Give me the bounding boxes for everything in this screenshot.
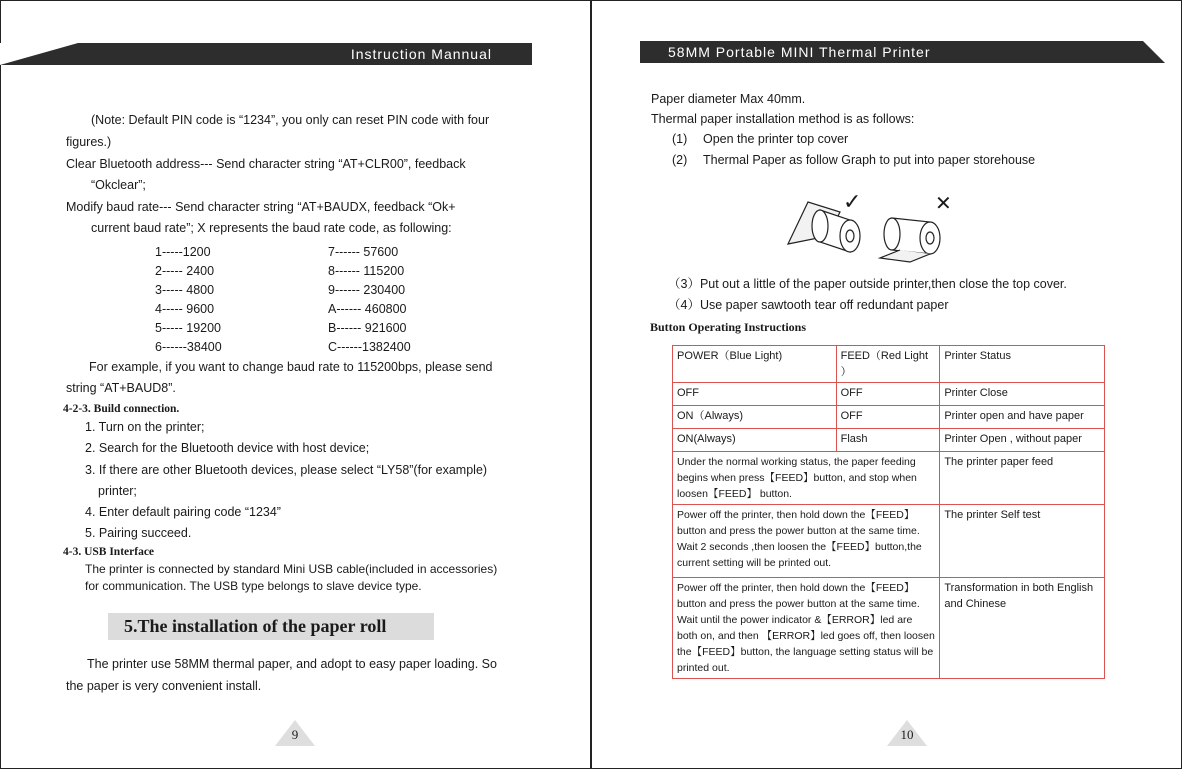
baud-line-1: Modify baud rate--- Send character string “AT+BAUDX, feedback “Ok+	[66, 200, 456, 214]
pairing-step: 2. Search for the Bluetooth device with host device;	[85, 441, 370, 455]
table-cell: ON(Always)	[673, 429, 837, 452]
table-cell: Printer Close	[940, 383, 1105, 406]
baud-code: 9------ 230400	[328, 283, 406, 297]
table-row	[673, 383, 1105, 406]
usb-line-1: The printer is connected by standard Mini USB cable(included in accessories)	[85, 562, 498, 576]
table-result-cell: The printer Self test	[940, 505, 1105, 578]
table-cell: Flash	[836, 429, 940, 452]
table-cell: Printer open and have paper	[940, 406, 1105, 429]
pairing-step: 1. Turn on the printer;	[85, 420, 205, 434]
baud-code: 4----- 9600	[155, 302, 215, 316]
baud-code: 6------38400	[155, 340, 222, 354]
button-status-table	[672, 345, 1105, 679]
table-action-cell: Power off the printer, then hold down the【FEED】button and press the power button at the same time. Wait until the power indicator &【ERROR】led are both on, and then 【ERROR】led goes off, then loosen the【FEED】button, the language setting status will be printed out.	[673, 578, 940, 679]
left-header-title: Instruction Mannual	[350, 46, 492, 62]
usb-line-2: for communication. The USB type belongs to slave device type.	[85, 579, 422, 593]
table-result-cell: The printer paper feed	[940, 452, 1105, 505]
right-page-number-text: 10	[900, 727, 914, 742]
install-step-4: （4）Use paper sawtooth tear off redundant paper	[668, 298, 949, 312]
pairing-step: printer;	[98, 484, 137, 498]
table-cell: ON（Always)	[673, 406, 837, 429]
install-step-3: （3）Put out a little of the paper outside printer,then close the top cover.	[668, 277, 1067, 291]
install-step-2: Thermal Paper as follow Graph to put into paper storehouse	[703, 153, 1036, 167]
baud-code: 7------ 57600	[328, 245, 399, 259]
left-page-number-text: 9	[291, 727, 299, 742]
table-cell: OFF	[836, 383, 940, 406]
table-action-cell: Under the normal working status, the paper feeding begins when press【FEED】button, and stop when loosen【FEED】 button.	[673, 452, 940, 505]
clear-line-2: “Okclear”;	[91, 178, 146, 192]
baud-code: C------1382400	[328, 340, 411, 354]
build-connection-heading: 4-2-3. Build connection.	[63, 403, 180, 415]
baud-line-2: current baud rate”; X represents the baud rate code, as following:	[91, 221, 452, 235]
example-line-2: string “AT+BAUD8”.	[66, 381, 176, 395]
table-header-row	[673, 346, 1105, 383]
table-row	[673, 406, 1105, 429]
table-row	[673, 578, 1105, 679]
paper-line-2: the paper is very convenient install.	[66, 679, 262, 693]
baud-code: A------ 460800	[328, 302, 407, 316]
correct-mark-icon: ✓	[843, 189, 862, 214]
baud-code: 1-----1200	[155, 245, 211, 259]
pairing-step: 5. Pairing succeed.	[85, 526, 192, 540]
table-result-cell: Transformation in both English and Chinese	[940, 578, 1105, 679]
table-cell: Printer Open , without paper	[940, 429, 1105, 452]
section-title: 5.The installation of the paper roll	[124, 616, 387, 636]
note-line-1: (Note: Default PIN code is “1234”, you only can reset PIN code with four	[91, 113, 490, 127]
pairing-step: 3. If there are other Bluetooth devices, please select “LY58”(for example)	[85, 463, 488, 477]
step-number: (2)	[672, 153, 688, 167]
table-header-cell: POWER（Blue Light)	[673, 346, 837, 383]
table-cell: OFF	[836, 406, 940, 429]
page-divider	[590, 0, 592, 769]
wrong-mark-icon: ✕	[935, 193, 952, 215]
clear-line-1: Clear Bluetooth address--- Send character string “AT+CLR00”, feedback	[66, 157, 466, 171]
table-header-cell: FEED（Red Light ）	[836, 346, 940, 383]
right-header-title: 58MM Portable MINI Thermal Printer	[668, 44, 931, 60]
install-step-1: Open the printer top cover	[703, 132, 849, 146]
step-number: (1)	[672, 132, 688, 146]
paper-diameter: Paper diameter Max 40mm.	[651, 92, 806, 106]
install-method: Thermal paper installation method is as follows:	[651, 112, 915, 126]
section-title-box	[108, 613, 434, 640]
right-page-number	[887, 720, 927, 746]
baud-code: 5----- 19200	[155, 321, 221, 335]
baud-code: B------ 921600	[328, 321, 407, 335]
table-header-cell: Printer Status	[940, 346, 1105, 383]
baud-code: 2----- 2400	[155, 264, 215, 278]
baud-code: 8------ 115200	[328, 264, 405, 278]
right-header-bar	[640, 41, 1165, 63]
paper-line-1: The printer use 58MM thermal paper, and adopt to easy paper loading. So	[87, 657, 497, 671]
table-action-cell: Power off the printer, then hold down the【FEED】button and press the power button at the same time. Wait 2 seconds ,then loosen the【FEED】button,the current setting will be printed out.	[673, 505, 940, 578]
usb-heading: 4-3. USB Interface	[63, 546, 155, 558]
example-line-1: For example, if you want to change baud rate to 115200bps, please send	[89, 360, 493, 374]
pairing-step: 4. Enter default pairing code “1234”	[85, 505, 281, 519]
table-row	[673, 429, 1105, 452]
table-row	[673, 452, 1105, 505]
baud-code: 3----- 4800	[155, 283, 215, 297]
note-line-2: figures.)	[66, 135, 112, 149]
table-cell: OFF	[673, 383, 837, 406]
left-header-bar	[0, 43, 532, 65]
table-row	[673, 505, 1105, 578]
left-page-number	[275, 720, 315, 746]
button-instructions-heading: Button Operating Instructions	[650, 320, 807, 334]
